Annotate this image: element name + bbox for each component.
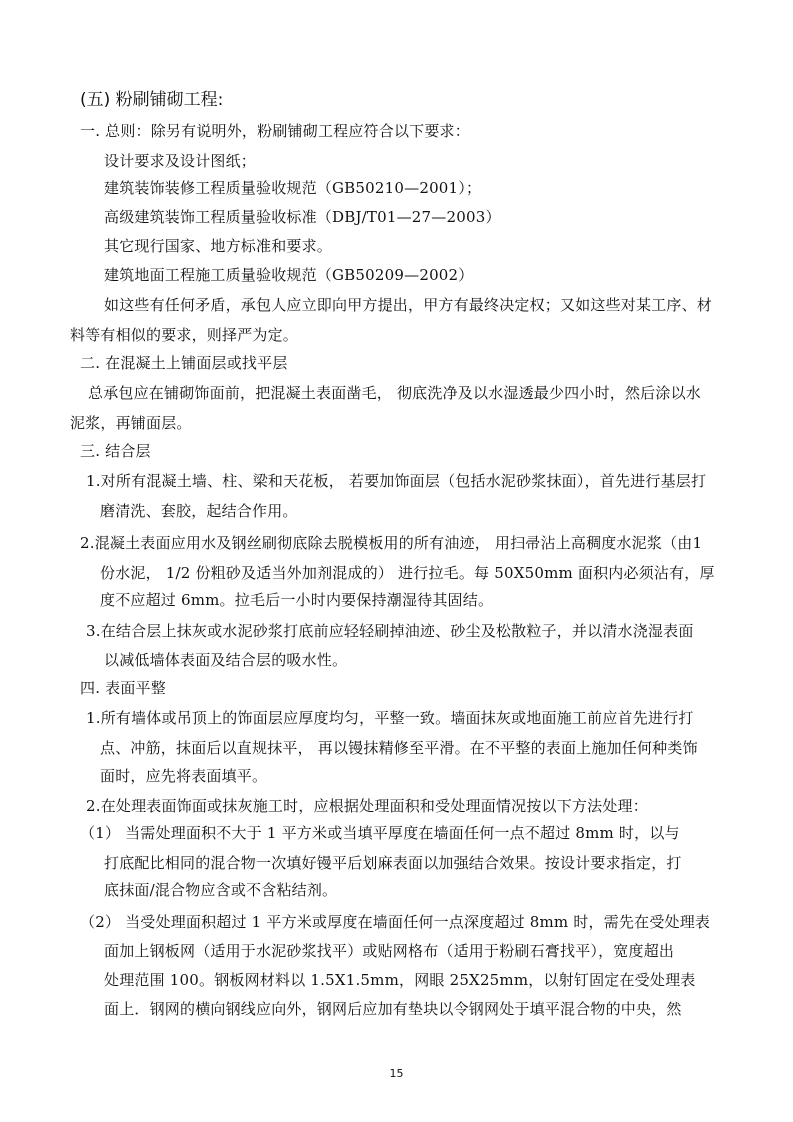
text-line: 点、冲筋，抹面后以直规抹平， 再以镘抹精修至平滑。在不平整的表面上施加任何种类饰 — [100, 739, 698, 757]
text-line: 份水泥， 1/2 份粗砂及适当外加剂混成的） 进行拉毛。每 50X50mm 面积内必须沾有，厚 — [100, 564, 715, 582]
text-line: 打底配比相同的混合物一次填好镘平后划麻表面以加强结合效果。按设计要求指定，打 — [104, 854, 682, 872]
text-line: 面加上钢板网（适用于水泥砂浆找平）或贴网格布（适用于粉刷石膏找平），宽度超出 — [104, 942, 675, 960]
text-line: 面时，应先将表面填平。 — [100, 767, 268, 785]
text-line: 磨清洗、套胶，起结合作用。 — [100, 502, 298, 520]
text-line: 以减低墙体表面及结合层的吸水性。 — [104, 651, 348, 669]
text-line: 3.在结合层上抹灰或水泥砂浆打底前应轻轻刷掉油迹、砂尘及松散粒子，并以清水浇湿表面 — [86, 622, 694, 640]
text-line: （2） 当受处理面积超过 1 平方米或厚度在墙面任何一点深度超过 8mm 时，需先在受处理表 — [80, 913, 711, 931]
page-number: 15 — [389, 1067, 404, 1080]
text-line: 料等有相似的要求，则择严为定。 — [70, 326, 299, 344]
text-line: 泥浆，再铺面层。 — [70, 414, 192, 432]
text-line: 四. 表面平整 — [80, 679, 166, 697]
text-line: 高级建筑装饰工程质量验收标准（DBJ/T01—27—2003） — [104, 208, 501, 226]
text-line: 一. 总则：除另有说明外，粉刷铺砌工程应符合以下要求： — [80, 122, 470, 140]
text-line: 面上．钢网的横向钢线应向外，钢网后应加有垫块以令钢网处于填平混合物的中央，然 — [104, 1000, 682, 1018]
text-line: 其它现行国家、地方标准和要求。 — [104, 237, 333, 255]
text-line: 总承包应在铺砌饰面前，把混凝土表面凿毛， 彻底洗净及以水湿透最少四小时，然后涂以水 — [88, 384, 701, 402]
text-line: 2.在处理表面饰面或抹灰施工时，应根据处理面积和受处理面情况按以下方法处理： — [86, 797, 648, 815]
text-line: （1） 当需处理面积不大于 1 平方米或当填平厚度在墙面任何一点不超过 8mm 时，以与 — [80, 824, 680, 842]
text-line: 三. 结合层 — [80, 442, 151, 460]
section-title: (五) 粉刷铺砌工程: — [80, 90, 224, 110]
text-line: 如这些有任何矛盾，承包人应立即向甲方提出，甲方有最终决定权；又如这些对某工序、材 — [104, 296, 713, 314]
text-line: 设计要求及设计图纸； — [104, 152, 257, 170]
text-line: 底抹面/混合物应含或不含粘结剂。 — [104, 881, 338, 899]
text-line: 1.对所有混凝土墙、柱、梁和天花板， 若要加饰面层（包括水泥砂浆抹面），首先进行基层打 — [86, 472, 707, 490]
text-line: 度不应超过 6mm。拉毛后一小时内要保持潮湿待其固结。 — [100, 591, 494, 609]
text-line: 二. 在混凝土上铺面层或找平层 — [80, 354, 288, 372]
text-line: 建筑地面工程施工质量验收规范（GB50209—2002） — [104, 266, 474, 284]
text-line: 处理范围 100。钢板网材料以 1.5X1.5mm，网眼 25X25mm，以射钉固定在受处理表 — [104, 971, 696, 989]
text-line: 建筑装饰装修工程质量验收规范（GB50210—2001）； — [104, 179, 482, 197]
text-line: 2.混凝土表面应用水及钢丝刷彻底除去脱模板用的所有油迹， 用扫帚沾上高稠度水泥浆（由1 — [80, 534, 703, 552]
text-line: 1.所有墙体或吊顶上的饰面层应厚度均匀，平整一致。墙面抹灰或地面施工前应首先进行打 — [86, 709, 694, 727]
